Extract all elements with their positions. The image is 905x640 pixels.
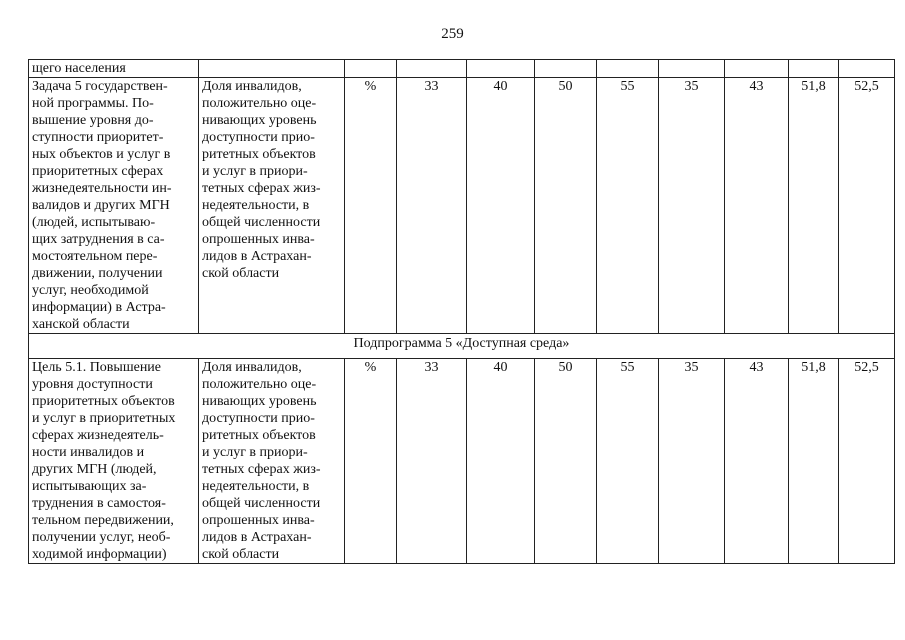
table-cell-value: 40	[467, 78, 535, 334]
table-cell-unit: %	[345, 78, 397, 334]
table-cell-value: 33	[397, 78, 467, 334]
table-cell-value: 35	[659, 78, 725, 334]
table-cell-goal: Цель 5.1. Повышение уровня доступности приоритетных объектов и услуг в приоритетных сферах жизнедеятель- ности инвалидов и других МГН (людей, испытывающих за- труднения в самостоя- тельном передвижении, получении услуг, необ- ходимой информации)	[29, 359, 199, 564]
table-row-subprogram	[29, 334, 895, 359]
table-cell-indicator: Доля инвалидов, положительно оце- нивающих уровень доступности прио- ритетных объектов и услуг в приори- тетных сферах жиз- недеятельности, в общей численности опрошенных инва- лидов в Астрахан- ской области	[199, 78, 345, 334]
table-cell-value: 43	[725, 78, 789, 334]
table-cell-value: 55	[597, 78, 659, 334]
table-cell-value: 43	[725, 359, 789, 564]
page-number: 259	[441, 26, 464, 42]
subprogram-title: Подпрограмма 5 «Доступная среда»	[29, 334, 895, 359]
table-cell-value: 51,8	[789, 78, 839, 334]
table-row	[29, 359, 895, 564]
table-row	[29, 78, 895, 334]
table-cell-value: 35	[659, 359, 725, 564]
table-cell-goal: щего населения	[29, 60, 199, 78]
table-cell-value: 50	[535, 359, 597, 564]
table-cell-value: 50	[535, 78, 597, 334]
indicators-table	[28, 59, 895, 564]
table-cell-unit: %	[345, 359, 397, 564]
table-cell-value: 52,5	[839, 359, 895, 564]
table-cell-value: 33	[397, 359, 467, 564]
table-cell-value: 40	[467, 359, 535, 564]
table-cell-value: 52,5	[839, 78, 895, 334]
table-cell-indicator: Доля инвалидов, положительно оце- нивающих уровень доступности прио- ритетных объектов и услуг в приори- тетных сферах жиз- недеятельности, в общей численности опрошенных инва- лидов в Астрахан- ской области	[199, 359, 345, 564]
table-cell-goal: Задача 5 государствен- ной программы. По- вышение уровня до- ступности приоритет- ных объектов и услуг в приоритетных сферах жизнедеятельности ин- валидов и других МГН (людей, испытываю- щих затруднения в са- мостоятельном пере- движении, получении услуг, необходимой информации) в Астра- ханской области	[29, 78, 199, 334]
table-cell-value: 55	[597, 359, 659, 564]
table-cell-value: 51,8	[789, 359, 839, 564]
table-row	[29, 60, 895, 78]
